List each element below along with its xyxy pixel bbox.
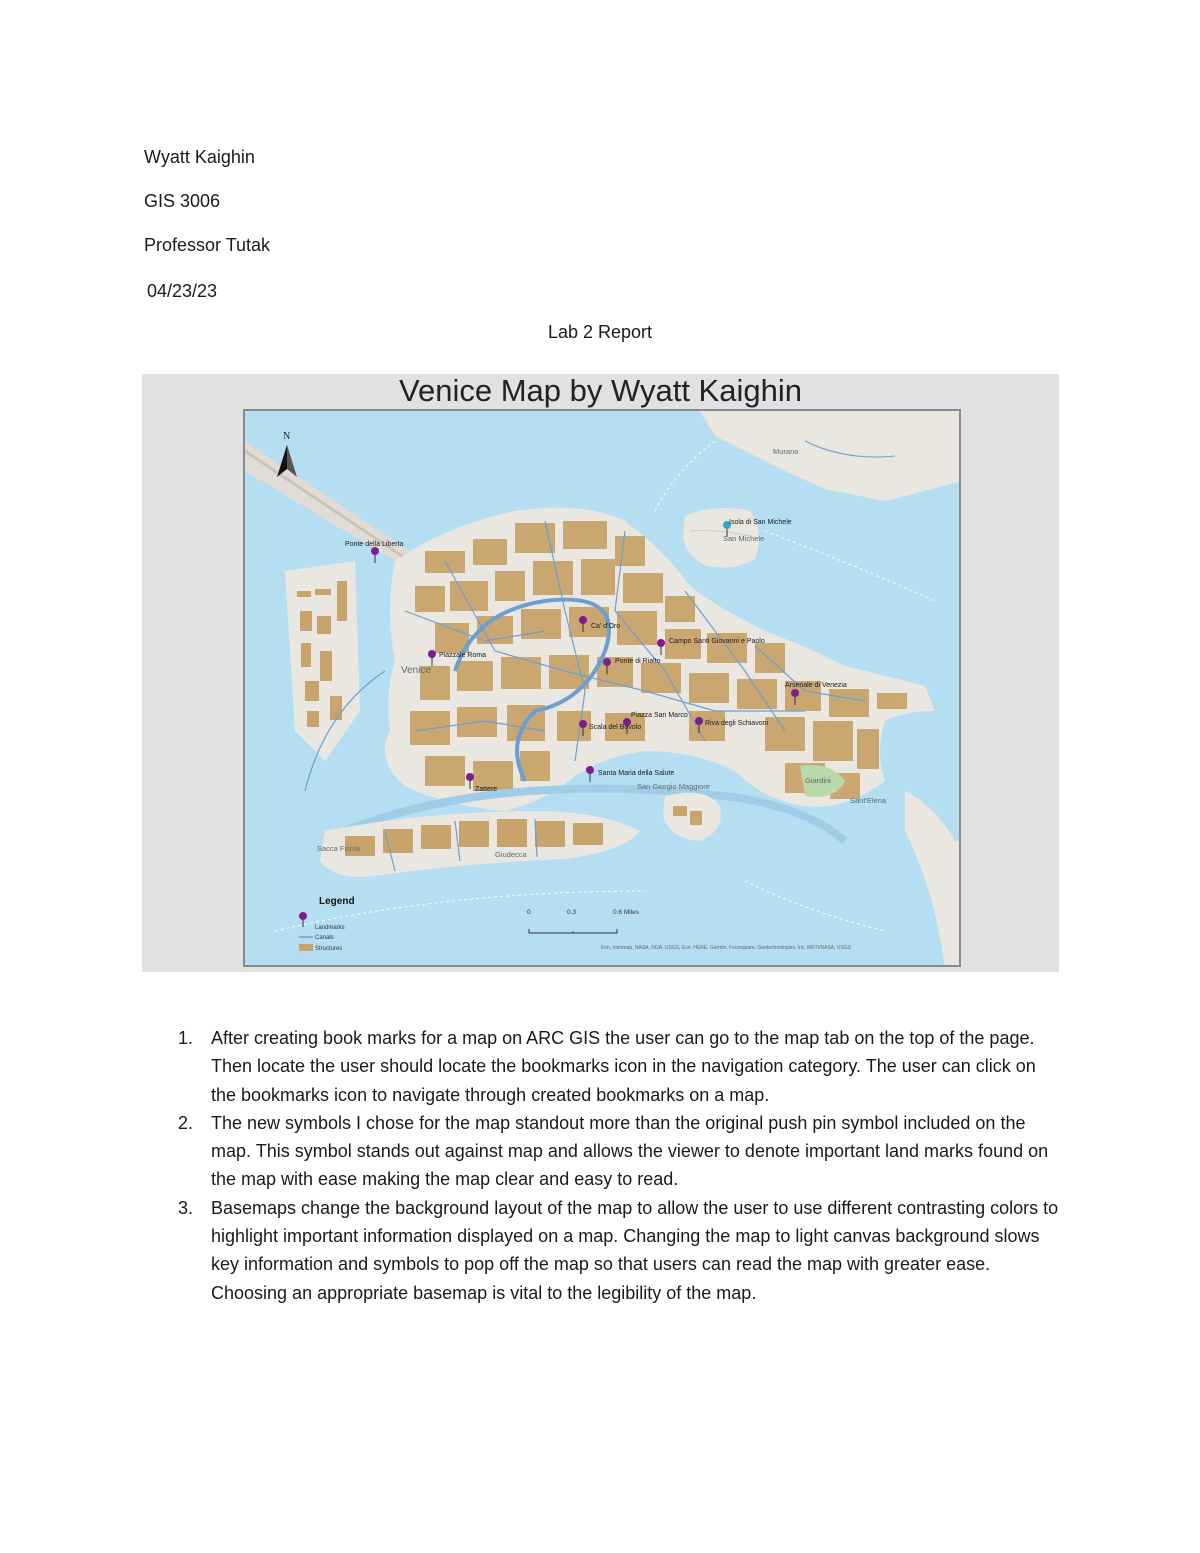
landmark-label: Zattere [475, 786, 498, 793]
report-date: 04/23/23 [147, 281, 218, 301]
answer-text: The new symbols I chose for the map standout more than the original push pin symbol included on the map. This symbol stands out against map and allows the viewer to denote important land marks found on the map with ease making the map clear and easy to read. [211, 1112, 1049, 1190]
scale-tick: 0.6 Miles [613, 909, 640, 916]
north-arrow-label: N [283, 431, 291, 442]
answer-number: 3. [178, 1197, 194, 1218]
answer-number: 2. [178, 1112, 194, 1133]
place-label-san-michele: San Michele [723, 534, 765, 543]
landmark-label: Isola di San Michele [729, 519, 792, 526]
scale-tick: 0 [527, 909, 531, 916]
answer-item [144, 1109, 1064, 1194]
landmark-label: Ponte di Rialto [615, 658, 661, 665]
course-code: GIS 3006 [144, 191, 221, 211]
legend-item-landmarks: Landmarks [315, 925, 345, 931]
landmark-label: Ca' d'Oro [591, 623, 621, 630]
answer-item [144, 1194, 1064, 1307]
legend-title: Legend [319, 896, 355, 907]
professor-name: Professor Tutak [144, 235, 271, 255]
place-label-venice: Venice [401, 665, 432, 676]
place-label-san-giorgio: San Giorgio Maggiore [637, 782, 710, 791]
legend-item-canals: Canals [315, 935, 334, 941]
map-credits: Esri, Intermap, NASA, NGA, USGS, Esri, HERE, Garmin, Foursquare, Geotechnologies, Inc, METI/NASA, USGS [601, 945, 852, 951]
author-name: Wyatt Kaighin [144, 147, 255, 167]
map-frame [243, 409, 961, 967]
venice-map [245, 411, 961, 967]
map-figure [142, 374, 1059, 972]
place-label-sacca-fisola: Sacca Fisola [317, 844, 360, 853]
place-label-giudecca: Giudecca [495, 850, 527, 859]
legend-landmark-symbol [299, 912, 307, 920]
legend-item-structures: Structures [315, 946, 343, 952]
answer-number: 1. [178, 1028, 194, 1048]
landmark-label: Piazzale Roma [439, 652, 487, 659]
landmark-label: Arsenale di Venezia [785, 682, 847, 689]
landmark-label: Santa Maria della Salute [598, 770, 675, 777]
answer-text: After creating book marks for a map on ARC GIS the user can go to the map tab on the top of the page. Then locate the user should locate the bookmarks icon in the navigation category. The user can click on the bookmarks icon to navigate through created bookmarks on a map. [211, 1028, 1036, 1105]
map-title: Venice Map by Wyatt Kaighin [399, 373, 802, 408]
landmark-label: Campo Santi Giovanni e Paolo [669, 638, 765, 645]
answers-list [144, 1024, 1064, 1307]
landmark-label: Riva degli Schiavoni [705, 720, 769, 727]
landmark-label: Scala del Bovolo [589, 724, 642, 731]
answer-item [144, 1024, 1064, 1109]
answer-text: Basemaps change the background layout of the map to allow the user to use different contrasting colors to highlight important information displayed on a map. Changing the map to light canvas background slows key information and symbols to pop off the map so that users can read the map with greater ease. Choosing an appropriate basemap is vital to the legibility of the map. [211, 1197, 1059, 1303]
landmark-label: Ponte della Liberta [345, 541, 404, 548]
legend-structure-symbol [299, 944, 313, 951]
place-label-giardini: Giardini [805, 776, 831, 785]
place-label-sant-elena: Sant'Elena [850, 796, 887, 805]
scale-tick: 0.3 [567, 909, 577, 916]
place-label-murano: Murano [773, 447, 799, 456]
report-title: Lab 2 Report [547, 322, 653, 342]
landmark-label: Piazza San Marco [631, 712, 688, 719]
